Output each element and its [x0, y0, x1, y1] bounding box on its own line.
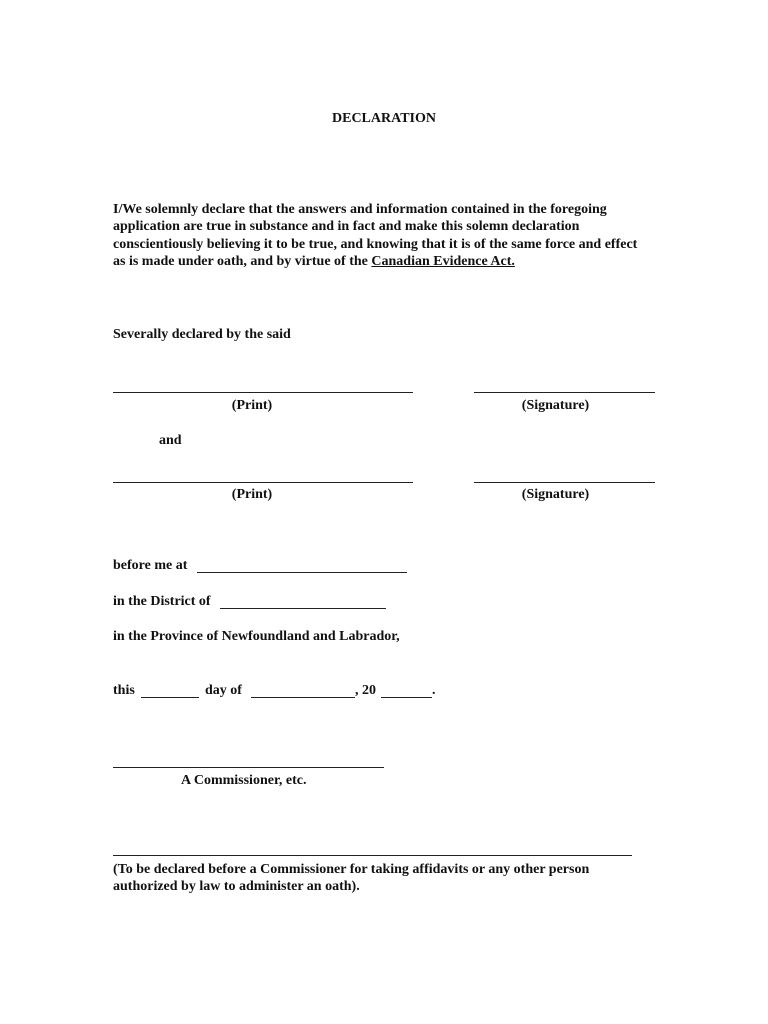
this-text: this	[113, 683, 135, 698]
signature-line-1[interactable]	[474, 392, 655, 393]
district-text: in the District of	[113, 594, 211, 609]
footnote-divider	[113, 855, 632, 856]
print-label-2: (Print)	[231, 487, 273, 502]
print-line-2[interactable]	[113, 482, 413, 483]
commissioner-signature-line[interactable]	[113, 767, 384, 768]
declaration-text: I/We solemnly declare that the answers and information contained in the foregoing application are true in substance and in fact and make this solemn declaration conscientiously believing it to be true, and knowing that it is of the same force and effect as is made under oath, and by virtue of the	[113, 202, 638, 270]
print-label-1: (Print)	[231, 398, 273, 413]
footnote-text: (To be declared before a Commissioner for taking affidavits or any other person authorized by law to administer an oath).	[113, 862, 590, 895]
print-line-1[interactable]	[113, 392, 413, 393]
severally-declared-text: Severally declared by the said	[113, 327, 291, 342]
signature-label-2: (Signature)	[521, 487, 590, 502]
date-period: .	[432, 683, 436, 698]
signature-label-1: (Signature)	[521, 398, 590, 413]
declaration-paragraph	[113, 201, 653, 271]
year-prefix-text: , 20	[355, 683, 376, 698]
month-line[interactable]	[251, 697, 355, 698]
province-text: in the Province of Newfoundland and Labrador,	[113, 629, 400, 644]
before-me-at-text: before me at	[113, 558, 188, 573]
district-line[interactable]	[220, 608, 386, 609]
day-of-text: day of	[205, 683, 242, 698]
commissioner-label: A Commissioner, etc.	[181, 773, 307, 788]
page-title: DECLARATION	[332, 111, 436, 126]
day-line[interactable]	[141, 697, 199, 698]
canadian-evidence-act-link: Canadian Evidence Act.	[371, 254, 515, 270]
year-line[interactable]	[381, 697, 432, 698]
location-line[interactable]	[197, 572, 407, 573]
signature-line-2[interactable]	[474, 482, 655, 483]
and-text: and	[159, 433, 182, 448]
